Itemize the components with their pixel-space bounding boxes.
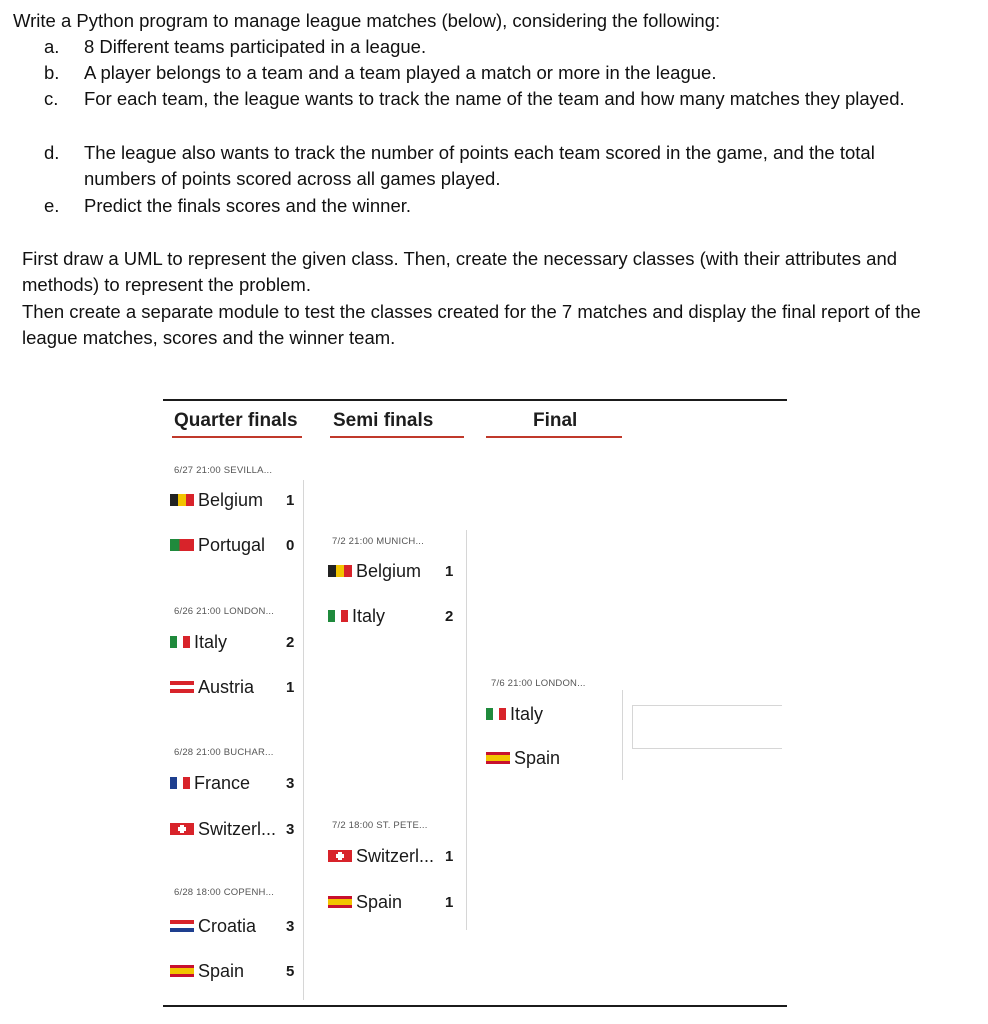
header-final: Final bbox=[533, 410, 578, 431]
instruction-paragraph: First draw a UML to represent the given class. Then, create the necessary classes (with their attributes and methods) to represent the problem. bbox=[22, 248, 898, 295]
team-score: 3 bbox=[286, 821, 295, 838]
flag-switzerland-icon bbox=[170, 823, 194, 835]
match-meta: 7/2 21:00 MUNICH... bbox=[332, 536, 424, 547]
header-semi-finals: Semi finals bbox=[333, 410, 434, 431]
match-meta: 6/28 21:00 BUCHAR... bbox=[174, 747, 274, 758]
team-name: France bbox=[194, 773, 251, 793]
team-name: Switzerl... bbox=[356, 846, 435, 866]
flag-spain-icon bbox=[486, 752, 510, 764]
team-name: Portugal bbox=[198, 535, 266, 555]
flag-switzerland-icon bbox=[328, 850, 352, 862]
team-row bbox=[328, 561, 421, 582]
team-score: 3 bbox=[286, 918, 295, 935]
flag-belgium-icon bbox=[170, 494, 194, 506]
list-marker: c. bbox=[44, 88, 59, 109]
list-marker: e. bbox=[44, 195, 60, 216]
flag-italy-icon bbox=[486, 708, 506, 720]
match-meta: 7/2 18:00 ST. PETE... bbox=[332, 820, 428, 831]
bracket-top-rule bbox=[163, 399, 787, 401]
team-row bbox=[328, 606, 385, 627]
team-score: 1 bbox=[445, 848, 454, 865]
bracket-connector bbox=[632, 748, 782, 749]
flag-spain-icon bbox=[170, 965, 194, 977]
flag-italy-icon bbox=[328, 610, 348, 622]
team-row bbox=[170, 677, 254, 698]
team-name: Spain bbox=[198, 961, 245, 981]
team-score: 1 bbox=[445, 563, 454, 580]
team-name: Croatia bbox=[198, 916, 257, 936]
question-title: Write a Python program to manage league matches (below), considering the following: bbox=[13, 10, 721, 31]
match-meta: 6/28 18:00 COPENH... bbox=[174, 887, 275, 898]
header-underline bbox=[330, 436, 464, 438]
team-row bbox=[328, 846, 434, 867]
list-text: 8 Different teams participated in a league. bbox=[84, 36, 427, 57]
team-name: Spain bbox=[356, 892, 403, 912]
list-text: For each team, the league wants to track the name of the team and how many matches they played. bbox=[84, 88, 905, 109]
team-score: 0 bbox=[286, 537, 295, 554]
team-row bbox=[170, 773, 250, 794]
team-row bbox=[170, 819, 276, 840]
instruction-paragraph: Then create a separate module to test the classes created for the 7 matches and display the final report of the league matches, scores and the winner team. bbox=[22, 301, 921, 348]
team-row bbox=[170, 632, 227, 653]
team-score: 2 bbox=[286, 634, 295, 651]
bracket-connector bbox=[632, 705, 633, 748]
match-meta: 7/6 21:00 LONDON... bbox=[491, 678, 586, 689]
list-marker: b. bbox=[44, 62, 60, 83]
list-text: A player belongs to a team and a team played a match or more in the league. bbox=[84, 62, 717, 83]
list-text: The league also wants to track the number of points each team scored in the game, and the total numbers of points scored across all games played. bbox=[84, 142, 875, 189]
flag-portugal-icon bbox=[170, 539, 194, 551]
team-name: Austria bbox=[198, 677, 255, 697]
team-name: Belgium bbox=[356, 561, 422, 581]
team-name: Spain bbox=[514, 748, 561, 768]
team-name: Italy bbox=[194, 632, 228, 652]
flag-france-icon bbox=[170, 777, 190, 789]
team-name: Italy bbox=[352, 606, 386, 626]
team-score: 1 bbox=[286, 492, 295, 509]
bracket-connector bbox=[622, 690, 623, 780]
team-row bbox=[486, 748, 560, 769]
list-marker: a. bbox=[44, 36, 60, 57]
list-text: Predict the finals scores and the winner. bbox=[84, 195, 412, 216]
team-row bbox=[170, 490, 263, 511]
team-name: Switzerl... bbox=[198, 819, 277, 839]
team-name: Belgium bbox=[198, 490, 264, 510]
flag-belgium-icon bbox=[328, 565, 352, 577]
header-underline bbox=[486, 436, 622, 438]
list-marker: d. bbox=[44, 142, 60, 163]
flag-croatia-icon bbox=[170, 920, 194, 932]
flag-spain-icon bbox=[328, 896, 352, 908]
team-score: 2 bbox=[445, 608, 454, 625]
flag-italy-icon bbox=[170, 636, 190, 648]
bracket-bottom-rule bbox=[163, 1005, 787, 1007]
team-score: 5 bbox=[286, 963, 295, 980]
team-row bbox=[170, 535, 265, 556]
header-underline bbox=[172, 436, 302, 438]
team-name: Italy bbox=[510, 704, 544, 724]
match-meta: 6/26 21:00 LONDON... bbox=[174, 606, 275, 617]
team-score: 1 bbox=[286, 679, 295, 696]
bracket-connector bbox=[632, 705, 782, 706]
flag-austria-icon bbox=[170, 681, 194, 693]
team-row bbox=[170, 916, 256, 937]
team-row bbox=[170, 961, 244, 982]
match-meta: 6/27 21:00 SEVILLA... bbox=[174, 465, 273, 476]
team-score: 3 bbox=[286, 775, 295, 792]
header-quarter-finals: Quarter finals bbox=[174, 410, 298, 431]
bracket-connector bbox=[303, 480, 304, 1000]
team-row bbox=[328, 892, 402, 913]
team-score: 1 bbox=[445, 894, 454, 911]
bracket-connector bbox=[466, 530, 467, 930]
team-row bbox=[486, 704, 543, 725]
